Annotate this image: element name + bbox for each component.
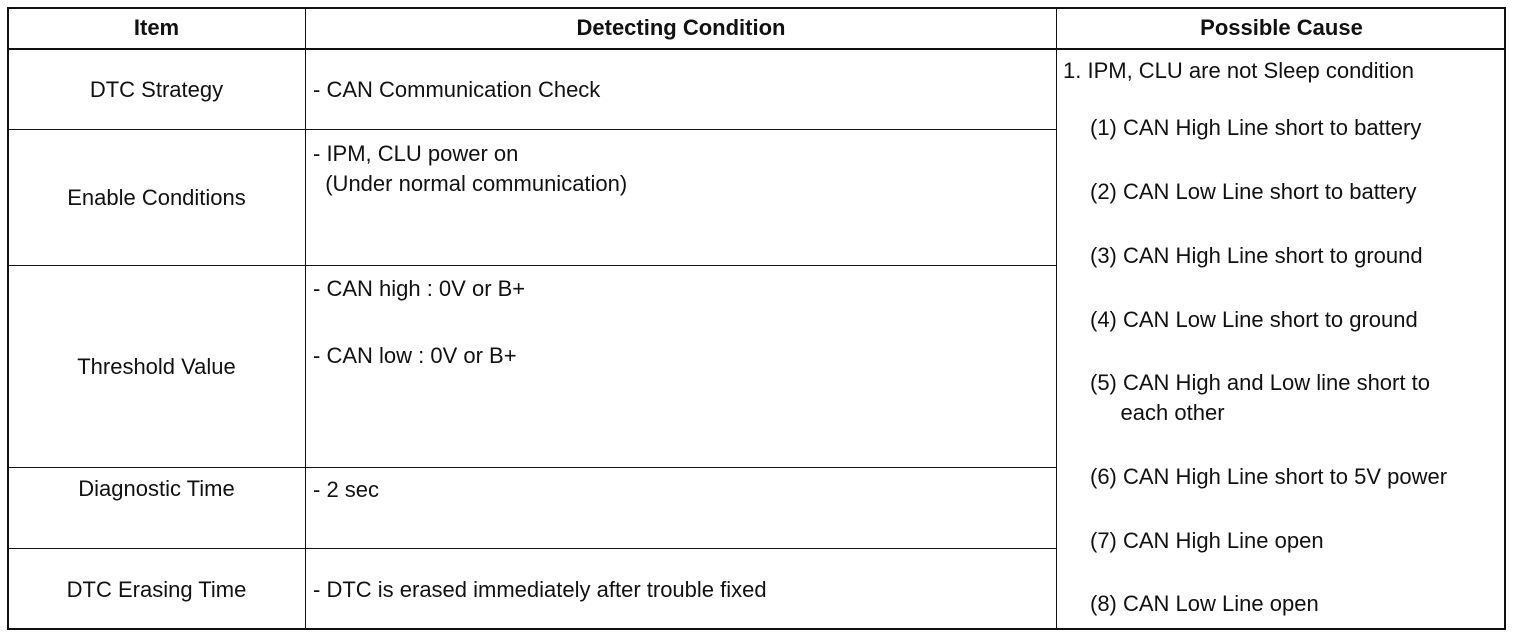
header-item: Item bbox=[133, 15, 180, 40]
cause-item: (7) CAN High Line open bbox=[1090, 528, 1324, 553]
condition-threshold-can-low: - CAN low : 0V or B+ bbox=[313, 343, 517, 368]
row-divider-4 bbox=[8, 548, 1056, 549]
condition-diagnostic-time: - 2 sec bbox=[313, 477, 380, 502]
header-divider bbox=[8, 48, 1505, 50]
item-threshold-value: Threshold Value bbox=[77, 354, 236, 379]
cause-item: (8) CAN Low Line open bbox=[1090, 591, 1319, 616]
row-divider-1 bbox=[8, 129, 1056, 130]
condition-enable-conditions: - IPM, CLU power on (Under normal communication) bbox=[313, 141, 628, 196]
cause-item: (3) CAN High Line short to ground bbox=[1090, 243, 1423, 268]
cause-item: (1) CAN High Line short to battery bbox=[1090, 115, 1422, 140]
condition-dtc-erasing-time: - DTC is erased immediately after trouble fixed bbox=[313, 577, 767, 602]
item-diagnostic-time: Diagnostic Time bbox=[78, 476, 235, 501]
cause-item: (5) CAN High and Low line short to each other bbox=[1090, 370, 1430, 425]
header-detecting-condition: Detecting Condition bbox=[576, 15, 786, 40]
cause-item: (4) CAN Low Line short to ground bbox=[1090, 307, 1418, 332]
item-enable-conditions: Enable Conditions bbox=[67, 185, 246, 210]
condition-threshold-can-high: - CAN high : 0V or B+ bbox=[313, 276, 526, 301]
column-divider-1 bbox=[305, 8, 306, 629]
condition-dtc-strategy: - CAN Communication Check bbox=[313, 77, 601, 102]
row-divider-2 bbox=[8, 265, 1056, 266]
item-dtc-strategy: DTC Strategy bbox=[89, 77, 224, 102]
cause-item: (2) CAN Low Line short to battery bbox=[1090, 179, 1417, 204]
header-possible-cause: Possible Cause bbox=[1200, 15, 1363, 40]
cause-heading: 1. IPM, CLU are not Sleep condition bbox=[1063, 58, 1414, 83]
column-divider-2 bbox=[1056, 8, 1057, 629]
item-dtc-erasing-time: DTC Erasing Time bbox=[66, 577, 247, 602]
cause-item: (6) CAN High Line short to 5V power bbox=[1090, 464, 1448, 489]
row-divider-3 bbox=[8, 467, 1056, 468]
